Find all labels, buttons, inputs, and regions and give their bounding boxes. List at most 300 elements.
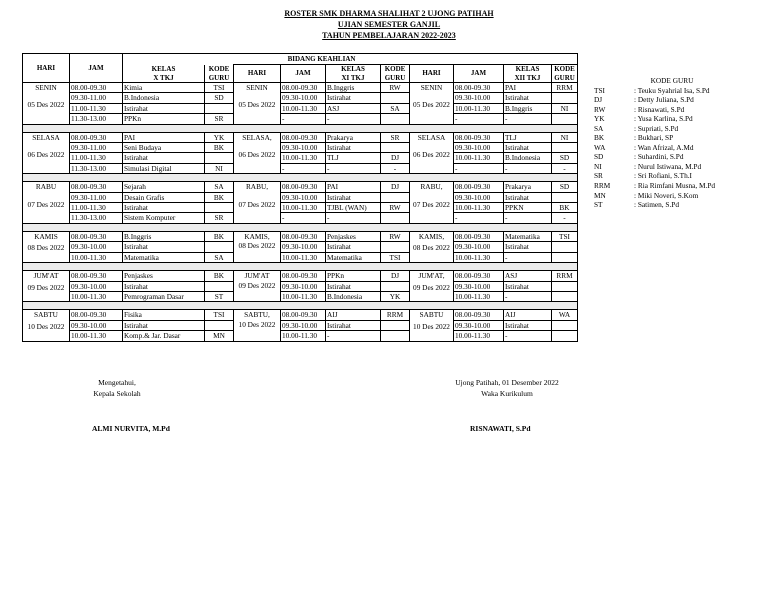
day-cell-xi <box>234 231 281 262</box>
subject-cell: Matematika <box>504 231 552 241</box>
time-cell: 09.30-10.00 <box>70 242 123 252</box>
day-date: 07 Des 2022 <box>238 199 276 209</box>
kode-guru-name: : Teuku Syahrial Isa, S.Pd <box>634 85 710 95</box>
teacher-code-cell <box>552 114 578 124</box>
table-row <box>23 291 578 301</box>
col-class-xi: XI TKJ <box>326 74 381 83</box>
time-cell: - <box>281 114 326 124</box>
subject-cell: Istirahat <box>123 153 205 163</box>
subject-cell: Seni Budaya <box>123 143 205 153</box>
subject-cell: Istirahat <box>326 242 381 252</box>
day-name: SELASA <box>417 132 446 142</box>
subject-cell: Matematika <box>123 252 205 262</box>
time-cell: 10.00-11.30 <box>70 291 123 301</box>
time-cell: 09.30-10.00 <box>281 143 326 153</box>
subject-cell: Matematika <box>326 252 381 262</box>
teacher-code-cell: DJ <box>381 153 410 163</box>
day-separator <box>23 174 578 182</box>
time-cell: 08.00-09.30 <box>281 132 326 142</box>
teacher-code-cell: SR <box>205 213 234 223</box>
subject-cell: Pemrograman Dasar <box>123 291 205 301</box>
kode-guru-name: : Suhardini, S.Pd <box>634 152 684 162</box>
subject-cell: PAI <box>504 83 552 93</box>
subject-cell: TLJ <box>504 132 552 142</box>
table-row <box>23 93 578 103</box>
subject-cell: Penjaskes <box>326 231 381 241</box>
day-date: 08 Des 2022 <box>27 243 65 253</box>
teacher-code-cell: SD <box>205 93 234 103</box>
subject-cell: Sistem Komputer <box>123 213 205 223</box>
subject-cell: B.Indonesia <box>504 153 552 163</box>
day-date: 10 Des 2022 <box>413 321 450 331</box>
col-hari-xii: HARI <box>410 65 454 83</box>
subject-cell: Istirahat <box>326 93 381 103</box>
teacher-code-cell <box>381 93 410 103</box>
day-date: 10 Des 2022 <box>27 321 65 331</box>
teacher-code-cell: SR <box>381 132 410 142</box>
day-name: SENIN <box>420 83 443 92</box>
time-cell: 09.30-10.00 <box>454 93 504 103</box>
day-cell-xi <box>234 310 281 341</box>
subject-cell: Istirahat <box>504 281 552 291</box>
kode-guru-name: : Sri Rofiani, S.Th.I <box>634 171 692 181</box>
teacher-code-cell: MN <box>205 331 234 341</box>
day-name: SELASA <box>32 132 60 142</box>
time-cell: 10.00-11.30 <box>281 103 326 113</box>
time-cell: 09.30-10.00 <box>281 192 326 202</box>
subject-cell: B.Inggris <box>326 83 381 93</box>
teacher-code-cell: - <box>552 213 578 223</box>
kode-guru-code: WA <box>594 142 606 152</box>
subject-cell: PAI <box>123 132 205 142</box>
kode-guru-item <box>594 162 742 172</box>
day-separator <box>23 223 578 231</box>
col-bidang: BIDANG KEAHLIAN <box>234 54 410 65</box>
kode-guru-code: MN <box>594 190 606 200</box>
time-cell: 09.30-10.00 <box>70 281 123 291</box>
day-name: RABU, <box>420 182 443 192</box>
footer-left <box>62 377 172 399</box>
subject-cell: Kimia <box>123 83 205 93</box>
teacher-code-cell: DJ <box>381 271 410 281</box>
subject-cell: B.Inggris <box>123 231 205 241</box>
table-row <box>23 114 578 124</box>
day-cell-x <box>23 182 70 224</box>
kode-guru-item <box>594 86 742 96</box>
table-row <box>23 203 578 213</box>
teacher-code-cell <box>381 192 410 202</box>
kode-guru-name: : Wan Afrizal, A.Md <box>634 142 694 152</box>
subject-cell: Istirahat <box>504 192 552 202</box>
subject-cell: Fisika <box>123 310 205 320</box>
time-cell: 08.00-09.30 <box>281 310 326 320</box>
kode-guru-item <box>594 181 742 191</box>
teacher-code-cell: BK <box>205 271 234 281</box>
day-date: 07 Des 2022 <box>27 199 65 209</box>
col-guru-xi: GURU <box>381 74 410 83</box>
table-row <box>23 192 578 202</box>
time-cell: 10.00-11.30 <box>454 203 504 213</box>
time-cell: 10.00-11.30 <box>281 203 326 213</box>
day-cell-xii <box>410 182 454 224</box>
kode-guru-code: SD <box>594 152 604 162</box>
subject-cell: Istirahat <box>326 192 381 202</box>
subject-cell: AIJ <box>504 310 552 320</box>
day-date: 10 Des 2022 <box>238 319 276 329</box>
table-row <box>23 103 578 113</box>
teacher-code-cell <box>552 320 578 330</box>
time-cell: 10.00-11.30 <box>281 291 326 301</box>
table-row <box>23 252 578 262</box>
subject-cell: - <box>326 331 381 341</box>
time-cell: 08.00-09.30 <box>70 231 123 241</box>
time-cell: 09.30-11.00 <box>70 143 123 153</box>
subject-cell: Prakarya <box>326 132 381 142</box>
day-date: 09 Des 2022 <box>238 280 276 290</box>
time-cell: 09.30-10.00 <box>281 93 326 103</box>
day-date: 08 Des 2022 <box>413 243 450 253</box>
time-cell: 11.30-13.00 <box>70 114 123 124</box>
day-cell-xii <box>410 310 454 341</box>
teacher-code-cell <box>205 203 234 213</box>
teacher-code-cell: SA <box>381 103 410 113</box>
day-date: 05 Des 2022 <box>413 100 450 110</box>
kode-guru-item <box>594 143 742 153</box>
day-cell-xii <box>410 231 454 262</box>
doc-subtitle: UJIAN SEMESTER GANJIL <box>337 20 441 29</box>
kode-guru-code: RW <box>594 104 606 114</box>
day-cell-xi <box>234 271 281 302</box>
subject-cell: - <box>504 252 552 262</box>
kode-guru-item <box>594 95 742 105</box>
subject-cell: - <box>326 213 381 223</box>
footer-right <box>426 377 588 399</box>
col-jam-x: JAM <box>70 54 123 83</box>
kode-guru-code: NI <box>594 161 602 171</box>
col-guru-xii: GURU <box>552 74 578 83</box>
subject-cell: - <box>504 291 552 301</box>
subject-cell: - <box>504 213 552 223</box>
col-guru-x: GURU <box>205 74 234 83</box>
time-cell: 08.00-09.30 <box>454 271 504 281</box>
teacher-code-cell <box>552 93 578 103</box>
day-date: 09 Des 2022 <box>27 282 65 292</box>
col-hari-xi: HARI <box>234 65 281 83</box>
subject-cell: Istirahat <box>326 320 381 330</box>
kode-guru-name: : Supriati, S.Pd <box>634 123 679 133</box>
day-name: SELASA, <box>242 132 272 142</box>
teacher-code-cell: TSI <box>552 231 578 241</box>
col-class-x: X TKJ <box>123 74 205 83</box>
time-cell: - <box>454 114 504 124</box>
time-cell: - <box>281 213 326 223</box>
kode-guru-code: RRM <box>594 181 611 191</box>
subject-cell: - <box>504 114 552 124</box>
subject-cell: Istirahat <box>326 281 381 291</box>
subject-cell: Istirahat <box>504 143 552 153</box>
teacher-code-cell <box>205 281 234 291</box>
day-name: RABU, <box>245 182 269 192</box>
table-row <box>23 83 578 93</box>
teacher-code-cell: NI <box>205 163 234 173</box>
kode-guru-code: BK <box>594 133 605 143</box>
time-cell: 08.00-09.30 <box>70 310 123 320</box>
teacher-code-cell: SA <box>205 182 234 192</box>
time-cell: 10.00-11.30 <box>70 252 123 262</box>
teacher-code-cell: SR <box>205 114 234 124</box>
subject-cell: Istirahat <box>123 281 205 291</box>
table-row <box>23 281 578 291</box>
day-date: 06 Des 2022 <box>238 150 276 160</box>
day-name: JUM'AT <box>33 271 59 281</box>
time-cell: 08.00-09.30 <box>454 182 504 192</box>
time-cell: 09.30-11.00 <box>70 192 123 202</box>
day-date: 09 Des 2022 <box>413 282 450 292</box>
teacher-code-cell: TSI <box>205 310 234 320</box>
teacher-code-cell <box>552 331 578 341</box>
teacher-code-cell <box>205 103 234 113</box>
subject-cell: ASJ <box>326 103 381 113</box>
day-name: KAMIS, <box>418 231 445 241</box>
subject-cell: Sejarah <box>123 182 205 192</box>
teacher-code-cell <box>552 242 578 252</box>
kode-guru-list <box>594 76 742 210</box>
teacher-code-cell: TSI <box>381 252 410 262</box>
teacher-code-cell: - <box>381 163 410 173</box>
col-hari-x: HARI <box>23 54 70 83</box>
time-cell: - <box>281 163 326 173</box>
footer-place-date: Ujong Patihah, 01 Desember 2022 <box>455 378 559 387</box>
day-cell-x <box>23 231 70 262</box>
time-cell: 08.00-09.30 <box>454 83 504 93</box>
subject-cell: Desain Grafis <box>123 192 205 202</box>
time-cell: - <box>454 163 504 173</box>
day-separator <box>23 302 578 310</box>
time-cell: 11.00-11.30 <box>70 103 123 113</box>
day-name: SABTU <box>419 310 444 320</box>
teacher-code-cell: SD <box>552 153 578 163</box>
day-date: 07 Des 2022 <box>413 199 450 209</box>
day-cell-xii <box>410 271 454 302</box>
day-separator <box>23 124 578 132</box>
time-cell: 10.00-11.30 <box>281 153 326 163</box>
day-name: SABTU, <box>244 310 270 320</box>
teacher-code-cell: SD <box>552 182 578 192</box>
teacher-code-cell: DJ <box>381 182 410 192</box>
day-date: 05 Des 2022 <box>238 100 276 110</box>
day-name: SABTU <box>34 310 58 320</box>
subject-cell: Istirahat <box>123 203 205 213</box>
subject-cell: TJBL (WAN) <box>326 203 381 213</box>
day-cell-xi <box>234 182 281 224</box>
subject-cell: - <box>504 331 552 341</box>
time-cell: - <box>454 213 504 223</box>
teacher-code-cell <box>552 281 578 291</box>
teacher-code-cell: YK <box>205 132 234 142</box>
time-cell: 10.00-11.30 <box>454 331 504 341</box>
kode-guru-name: : Yusa Karlina, S.Pd <box>634 114 693 124</box>
table-row <box>23 310 578 320</box>
teacher-code-cell: TSI <box>205 83 234 93</box>
doc-title: ROSTER SMK DHARMA SHALIHAT 2 UJONG PATIHAH <box>284 9 494 18</box>
kode-guru-item <box>594 191 742 201</box>
teacher-code-cell <box>381 320 410 330</box>
teacher-code-cell: BK <box>552 203 578 213</box>
subject-cell: Istirahat <box>504 93 552 103</box>
kode-guru-item <box>594 105 742 115</box>
teacher-code-cell: ST <box>205 291 234 301</box>
kode-guru-code: YK <box>594 114 605 124</box>
subject-cell: AIJ <box>326 310 381 320</box>
subject-cell: Penjaskes <box>123 271 205 281</box>
kode-guru-code: SA <box>594 123 604 133</box>
day-cell-x <box>23 83 70 125</box>
time-cell: 09.30-10.00 <box>70 320 123 330</box>
col-jam-xi: JAM <box>281 65 326 83</box>
table-row <box>23 132 578 142</box>
teacher-code-cell: NI <box>552 132 578 142</box>
kode-guru-name: : Satimen, S.Pd <box>634 200 680 210</box>
curriculum-head-name: RISNAWATI, S.Pd <box>470 424 531 433</box>
time-cell: 10.00-11.30 <box>454 291 504 301</box>
kode-guru-item <box>594 133 742 143</box>
subject-cell: TLJ <box>326 153 381 163</box>
time-cell: 10.00-11.30 <box>454 103 504 113</box>
teacher-code-cell: SA <box>205 252 234 262</box>
subject-cell: B.Indonesia <box>326 291 381 301</box>
teacher-code-cell: - <box>552 163 578 173</box>
subject-cell: - <box>326 163 381 173</box>
time-cell: 08.00-09.30 <box>281 271 326 281</box>
time-cell: 10.00-11.30 <box>454 153 504 163</box>
day-name: KAMIS <box>34 231 58 241</box>
teacher-code-cell <box>205 320 234 330</box>
kode-guru-name: : Ria Rimfani Musna, M.Pd <box>634 181 716 191</box>
day-name: JUM'AT, <box>418 271 445 281</box>
subject-cell: B.Inggris <box>504 103 552 113</box>
time-cell: 09.30-10.00 <box>281 281 326 291</box>
table-row <box>23 213 578 223</box>
time-cell: 09.30-10.00 <box>454 281 504 291</box>
time-cell: 11.30-13.00 <box>70 213 123 223</box>
day-name: JUM'AT <box>244 271 270 281</box>
table-row <box>23 242 578 252</box>
time-cell: 08.00-09.30 <box>454 310 504 320</box>
time-cell: 09.30-10.00 <box>454 242 504 252</box>
day-cell-x <box>23 132 70 174</box>
teacher-code-cell <box>381 114 410 124</box>
table-row <box>23 320 578 330</box>
kode-guru-name: : Bukhari, SP <box>634 133 674 143</box>
subject-cell: Komp.& Jar. Dasar <box>123 331 205 341</box>
col-kelas-xi: KELAS <box>326 65 381 74</box>
time-cell: 10.00-11.30 <box>281 252 326 262</box>
kode-guru-name: : Detty Juliana, S.Pd <box>634 95 694 105</box>
subject-cell: PPKn <box>123 114 205 124</box>
day-cell-xi <box>234 132 281 174</box>
teacher-code-cell <box>205 242 234 252</box>
subject-cell: Istirahat <box>504 320 552 330</box>
teacher-code-cell <box>381 331 410 341</box>
table-row <box>23 231 578 241</box>
teacher-code-cell: BK <box>205 192 234 202</box>
teacher-code-cell: RRM <box>552 83 578 93</box>
subject-cell: PPKn <box>326 271 381 281</box>
day-separator <box>23 263 578 271</box>
day-cell-xii <box>410 132 454 174</box>
time-cell: 10.00-11.30 <box>70 331 123 341</box>
time-cell: 08.00-09.30 <box>70 132 123 142</box>
kode-guru-name: : Miki Noveri, S.Kom <box>634 190 699 200</box>
time-cell: 08.00-09.30 <box>281 182 326 192</box>
time-cell: 09.30-10.00 <box>454 143 504 153</box>
kode-guru-item <box>594 152 742 162</box>
subject-cell: Simulasi Digital <box>123 163 205 173</box>
subject-cell: B.Indonesia <box>123 93 205 103</box>
kode-guru-code: DJ <box>594 95 603 105</box>
subject-cell: PPKN <box>504 203 552 213</box>
kode-guru-name: : Nurul Istiwana, M.Pd <box>634 161 702 171</box>
time-cell: 08.00-09.30 <box>281 231 326 241</box>
kode-guru-item <box>594 114 742 124</box>
teacher-code-cell: RW <box>381 231 410 241</box>
doc-year: TAHUN PEMBELAJARAN 2022-2023 <box>322 31 456 40</box>
time-cell: 08.00-09.30 <box>454 132 504 142</box>
kode-guru-item <box>594 171 742 181</box>
teacher-code-cell <box>381 213 410 223</box>
kode-guru-code: ST <box>594 200 603 210</box>
time-cell: 09.30-10.00 <box>454 192 504 202</box>
day-cell-x <box>23 271 70 302</box>
teacher-code-cell: YK <box>381 291 410 301</box>
table-row <box>23 271 578 281</box>
subject-cell: Prakarya <box>504 182 552 192</box>
day-name: SENIN <box>35 83 57 92</box>
exam-schedule-table <box>22 53 578 342</box>
col-kode-x: KODE <box>205 65 234 74</box>
time-cell: 08.00-09.30 <box>70 83 123 93</box>
time-cell: 08.00-09.30 <box>70 182 123 192</box>
teacher-code-cell: RW <box>381 83 410 93</box>
time-cell: 10.00-11.30 <box>454 252 504 262</box>
kode-guru-name: : Risnawati, S.Pd <box>634 104 685 114</box>
time-cell: 08.00-09.30 <box>454 231 504 241</box>
subject-cell: - <box>504 163 552 173</box>
time-cell: 08.00-09.30 <box>281 83 326 93</box>
subject-cell: Istirahat <box>504 242 552 252</box>
day-cell-xi <box>234 83 281 125</box>
col-class-xii: XII TKJ <box>504 74 552 83</box>
kode-guru-code: TSI <box>594 85 605 95</box>
time-cell: 09.30-10.00 <box>454 320 504 330</box>
day-date: 06 Des 2022 <box>413 150 450 160</box>
subject-cell: - <box>326 114 381 124</box>
subject-cell: Istirahat <box>326 143 381 153</box>
teacher-code-cell <box>552 143 578 153</box>
subject-cell: Istirahat <box>123 320 205 330</box>
teacher-code-cell: RW <box>381 203 410 213</box>
subject-cell: ASJ <box>504 271 552 281</box>
table-row <box>23 331 578 341</box>
time-cell: 08.00-09.30 <box>70 271 123 281</box>
col-kelas-xii: KELAS <box>504 65 552 74</box>
teacher-code-cell: WA <box>552 310 578 320</box>
day-date: 06 Des 2022 <box>27 150 65 160</box>
teacher-code-cell <box>381 242 410 252</box>
time-cell: 10.00-11.30 <box>281 331 326 341</box>
time-cell: 11.00-11.30 <box>70 153 123 163</box>
principal-name: ALMI NURVITA, M.Pd <box>92 424 170 433</box>
